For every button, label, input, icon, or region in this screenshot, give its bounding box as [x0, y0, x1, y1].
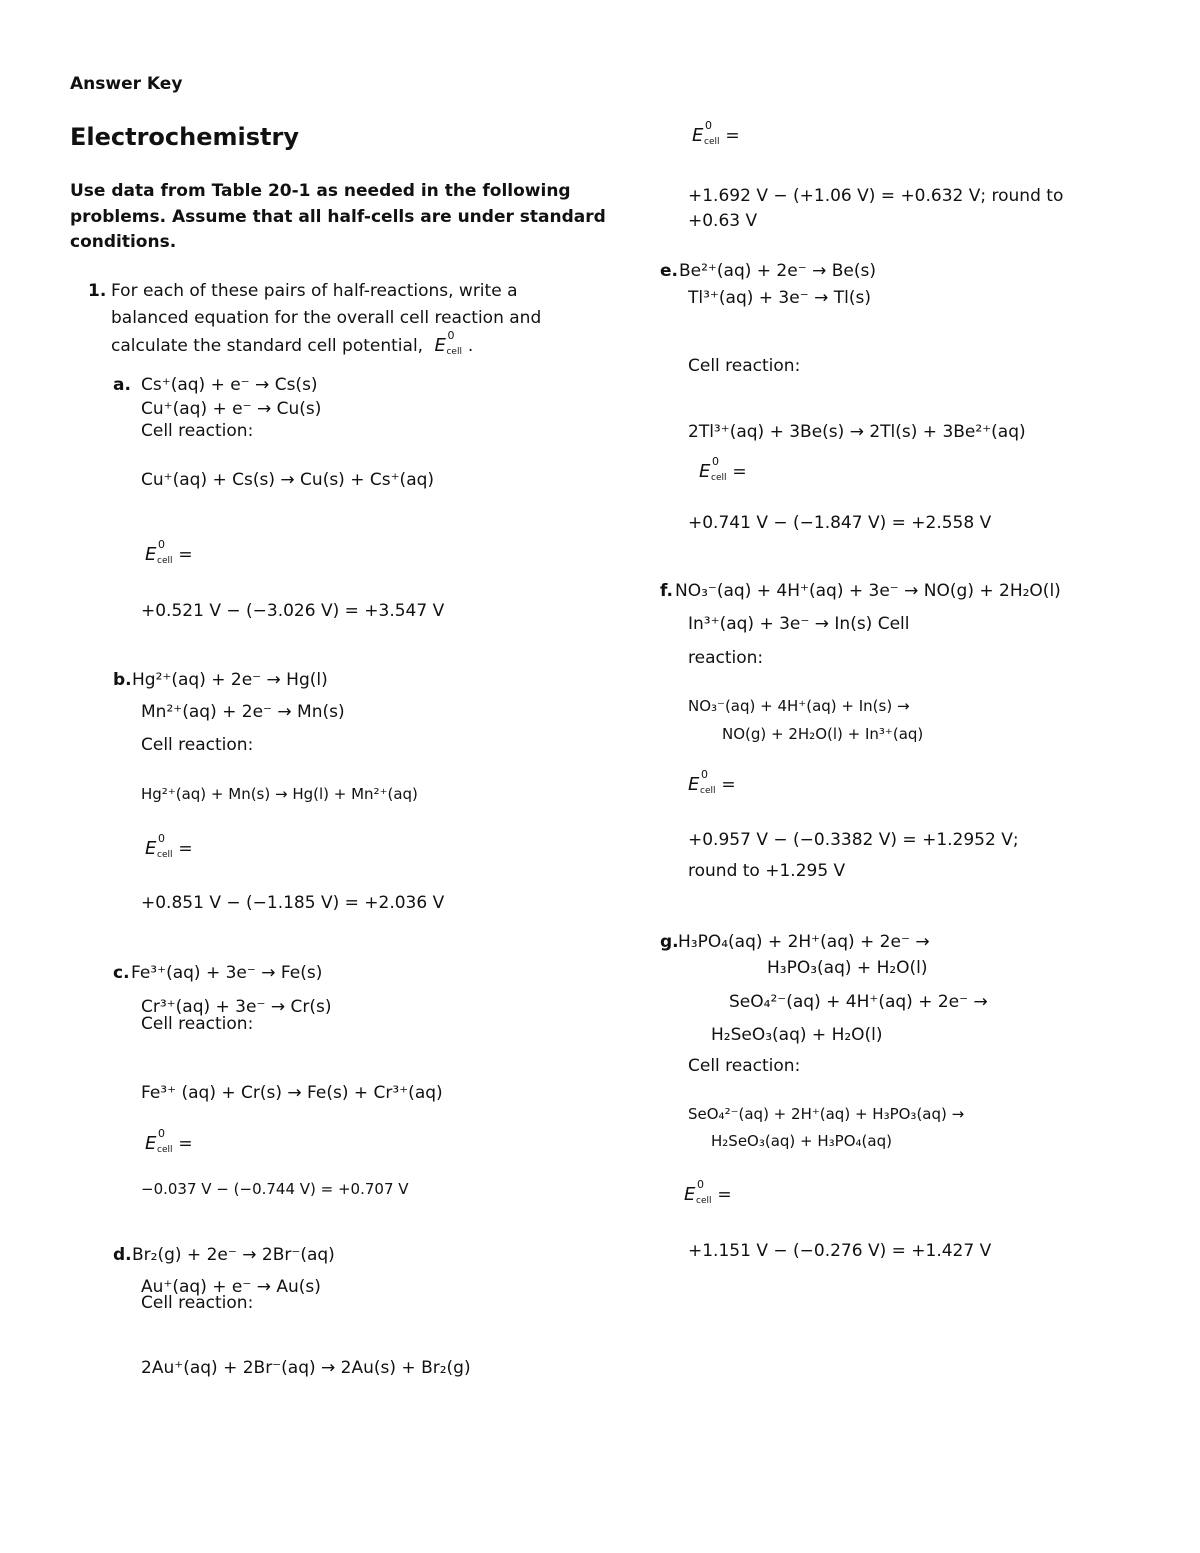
- part-c-reaction-1: Fe³⁺(aq) + 3e⁻ → Fe(s): [131, 963, 323, 983]
- part-f-label: f.: [660, 581, 673, 601]
- ecell-symbol: E 0 cell: [145, 832, 173, 860]
- part-e-label: e.: [660, 261, 678, 281]
- part-e-cell-label: Cell reaction:: [688, 356, 801, 376]
- part-f-calculation-2: round to +1.295 V: [688, 861, 846, 881]
- part-f-reaction-2: In³⁺(aq) + 3e⁻ → In(s) Cell: [688, 614, 910, 634]
- part-b-ecell: E 0 cell =: [145, 832, 193, 860]
- part-f-ecell: E 0 cell =: [688, 768, 736, 796]
- part-d-ecell: E 0 cell =: [692, 119, 740, 147]
- part-d-cell-reaction: 2Au⁺(aq) + 2Br⁻(aq) → 2Au(s) + Br₂(g): [141, 1358, 471, 1378]
- part-b-cell-label: Cell reaction:: [141, 735, 254, 755]
- part-g-reaction-2a: SeO₄²⁻(aq) + 4H⁺(aq) + 2e⁻ →: [729, 992, 988, 1012]
- part-e-reaction-1: Be²⁺(aq) + 2e⁻ → Be(s): [679, 261, 876, 281]
- part-c-ecell: E 0 cell =: [145, 1127, 193, 1155]
- part-c-calculation: −0.037 V − (−0.744 V) = +0.707 V: [141, 1180, 409, 1198]
- part-g-label: g.: [660, 932, 679, 952]
- part-b-reaction-1: Hg²⁺(aq) + 2e⁻ → Hg(l): [132, 670, 328, 690]
- part-g-ecell: E 0 cell =: [684, 1178, 732, 1206]
- ecell-symbol: E 0 cell: [145, 538, 173, 566]
- part-b-label: b.: [113, 670, 132, 690]
- part-a-ecell: E 0 cell =: [145, 538, 193, 566]
- part-c-label: c.: [113, 963, 130, 983]
- part-f-cell-reaction-1: NO₃⁻(aq) + 4H⁺(aq) + In(s) →: [688, 697, 910, 715]
- part-g-cell-label: Cell reaction:: [688, 1056, 801, 1076]
- part-g-calculation: +1.151 V − (−0.276 V) = +1.427 V: [688, 1241, 992, 1261]
- intro-line-1: Use data from Table 20-1 as needed in the following: [70, 181, 571, 201]
- part-a-reaction-2: Cu⁺(aq) + e⁻ → Cu(s): [141, 399, 322, 419]
- part-e-reaction-2: Tl³⁺(aq) + 3e⁻ → Tl(s): [688, 288, 871, 308]
- question-line-3-text: calculate the standard cell potential,: [111, 336, 424, 356]
- intro-line-3: conditions.: [70, 232, 177, 252]
- part-f-cell-reaction-2: NO(g) + 2H₂O(l) + In³⁺(aq): [722, 725, 924, 743]
- page-title: Electrochemistry: [70, 123, 299, 151]
- part-b-cell-reaction: Hg²⁺(aq) + Mn(s) → Hg(l) + Mn²⁺(aq): [141, 785, 418, 803]
- part-g-cell-reaction-2: H₂SeO₃(aq) + H₃PO₄(aq): [711, 1132, 892, 1150]
- part-e-calculation: +0.741 V − (−1.847 V) = +2.558 V: [688, 513, 992, 533]
- part-a-cell-reaction: Cu⁺(aq) + Cs(s) → Cu(s) + Cs⁺(aq): [141, 470, 435, 490]
- part-g-reaction-1a: H₃PO₄(aq) + 2H⁺(aq) + 2e⁻ →: [678, 932, 930, 952]
- part-d-calculation-2: +0.63 V: [688, 211, 758, 231]
- part-a-cell-label: Cell reaction:: [141, 421, 254, 441]
- question-line-2: balanced equation for the overall cell reaction and: [111, 308, 542, 328]
- part-c-reaction-2: Cr³⁺(aq) + 3e⁻ → Cr(s): [141, 997, 332, 1017]
- part-a-reaction-1: Cs⁺(aq) + e⁻ → Cs(s): [141, 375, 318, 395]
- part-e-ecell: E 0 cell =: [699, 455, 747, 483]
- part-f-reaction-1: NO₃⁻(aq) + 4H⁺(aq) + 3e⁻ → NO(g) + 2H₂O(l): [675, 581, 1061, 601]
- intro-line-2: problems. Assume that all half-cells are under standard: [70, 207, 606, 227]
- ecell-symbol: E 0 cell: [699, 455, 727, 483]
- ecell-symbol: E 0 cell: [684, 1178, 712, 1206]
- ecell-symbol: E 0 cell: [688, 768, 716, 796]
- ecell-symbol: E 0 cell: [434, 329, 462, 357]
- part-e-cell-reaction: 2Tl³⁺(aq) + 3Be(s) → 2Tl(s) + 3Be²⁺(aq): [688, 422, 1026, 442]
- part-c-cell-label: Cell reaction:: [141, 1014, 254, 1034]
- ecell-symbol: E 0 cell: [692, 119, 720, 147]
- part-f-reaction-2b: reaction:: [688, 648, 764, 668]
- part-g-reaction-2b: H₂SeO₃(aq) + H₂O(l): [711, 1025, 883, 1045]
- question-line-1: For each of these pairs of half-reactions, write a: [111, 281, 518, 301]
- question-number: 1.: [88, 281, 107, 301]
- ecell-symbol: E 0 cell: [145, 1127, 173, 1155]
- part-a-label: a.: [113, 375, 131, 395]
- question-line-3: calculate the standard cell potential, E 0 cell .: [111, 329, 474, 357]
- part-g-cell-reaction-1: SeO₄²⁻(aq) + 2H⁺(aq) + H₃PO₃(aq) →: [688, 1105, 965, 1123]
- part-c-cell-reaction: Fe³⁺ (aq) + Cr(s) → Fe(s) + Cr³⁺(aq): [141, 1083, 443, 1103]
- part-a-calculation: +0.521 V − (−3.026 V) = +3.547 V: [141, 601, 445, 621]
- part-d-cell-label: Cell reaction:: [141, 1293, 254, 1313]
- part-d-reaction-1: Br₂(g) + 2e⁻ → 2Br⁻(aq): [132, 1245, 335, 1265]
- part-f-calculation-1: +0.957 V − (−0.3382 V) = +1.2952 V;: [688, 830, 1019, 850]
- part-b-calculation: +0.851 V − (−1.185 V) = +2.036 V: [141, 893, 445, 913]
- part-d-label: d.: [113, 1245, 132, 1265]
- answer-key-header: Answer Key: [70, 74, 183, 94]
- part-b-reaction-2: Mn²⁺(aq) + 2e⁻ → Mn(s): [141, 702, 345, 722]
- part-g-reaction-1b: H₃PO₃(aq) + H₂O(l): [767, 958, 928, 978]
- part-d-reaction-2: Au⁺(aq) + e⁻ → Au(s): [141, 1277, 321, 1297]
- part-d-calculation-1: +1.692 V − (+1.06 V) = +0.632 V; round to: [688, 186, 1064, 206]
